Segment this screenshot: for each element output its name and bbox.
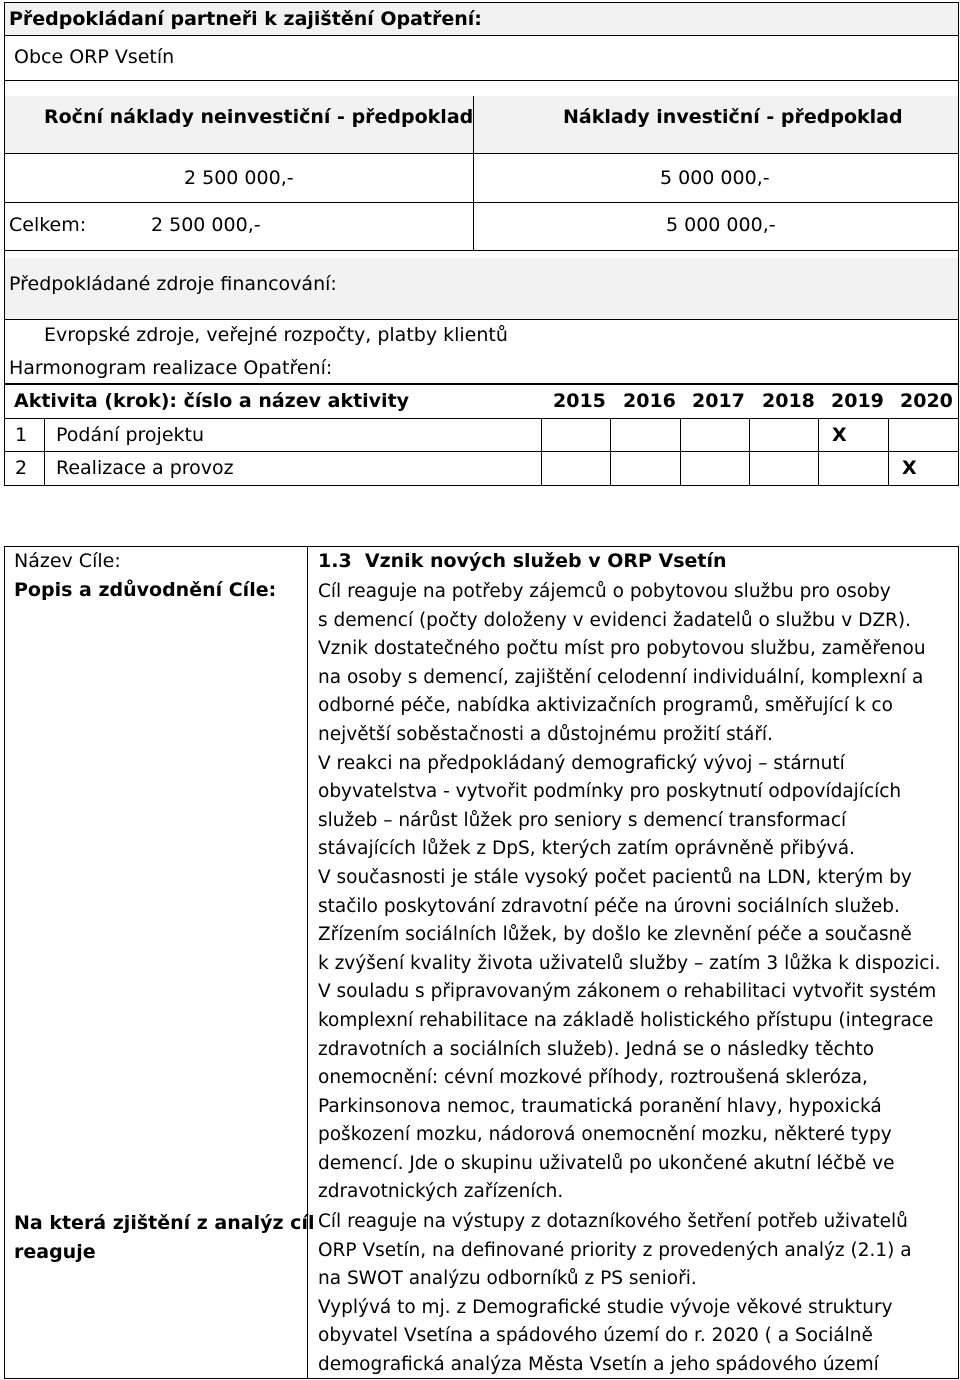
border (4, 546, 959, 547)
border (888, 418, 889, 485)
year-2015: 2015 (553, 390, 606, 412)
border (44, 418, 45, 485)
noninvest-cost-label: Roční náklady neinvestiční - předpoklad (44, 106, 474, 128)
activity-name: Podání projektu (56, 424, 205, 446)
border (4, 80, 959, 81)
border (818, 418, 819, 485)
total-invest-value: 5 000 000,- (666, 214, 776, 236)
border (958, 546, 959, 1379)
border (958, 384, 959, 486)
border (749, 418, 750, 485)
schedule-title: Harmonogram realizace Opatření: (9, 357, 333, 379)
invest-cost-label: Náklady investiční - předpoklad (563, 106, 903, 128)
goal-description-text: Cíl reaguje na potřeby zájemců o pobytovou službu pro osoby s demencí (počty doloženy v evidenci žadatelů o službu v DZR). Vznik dostatečného počtu míst pro pobytovou službu, zaměřenou na osoby s demencí, zajištění celodenní individuální, komplexní a odborné péče, nabídka aktivizačních programů, směřující k co největší soběstačnosti a důstojnému prožití stáří. V reakci na předpokládaný demografický vývoj – stárnutí obyvatelstva - vytvořit podmínky pro poskytnutí odpovídajících služeb – nárůst lůžek pro seniory s demencí transformací stávajících lůžek z DpS, kterých zatím oprávněně přibývá. V současnosti je stále vysoký počet pacientů na LDN, kterým by stačilo poskytování zdravotní péče na úrovni sociálních služeb. Zřízením sociálních lůžek, by došlo ke zlevnění péče a současně k zvýšení kvality života uživatelů služby – zatím 3 lůžka k dispozici. V souladu s připravovaným zákonem o rehabilitaci vytvořit systém komplexní rehabilitace na základě holistického přístupu (integrace zdravotních a sociálních služeb). Jedná se o následky těchto onemocnění: cévní mozkové příhody, roztroušená skleróza, Parkinsonova nemoc, traumatická poranění hlavy, hypoxická poškození mozku, nádorová onemocnění mozku, některé typy demencí. Jde o skupinu uživatelů po ukončené akutní léčbě ve zdravotnických zařízeních. (318, 581, 941, 1203)
border (610, 418, 611, 485)
border (4, 2, 959, 3)
border (4, 319, 959, 320)
goal-name-value: 1.3 Vznik nových služeb v ORP Vsetín (318, 550, 727, 572)
border (4, 485, 959, 486)
year-2017: 2017 (692, 390, 745, 412)
findings-label: Na která zjištění z analýz cíl reaguje (14, 1212, 315, 1263)
activity-name: Realizace a provoz (56, 457, 234, 479)
activity-mark: X (902, 457, 917, 479)
border (4, 2, 5, 384)
year-2019: 2019 (831, 390, 884, 412)
border (4, 35, 959, 36)
year-2020: 2020 (900, 390, 953, 412)
border (541, 418, 542, 485)
border (4, 546, 5, 1379)
border (958, 2, 959, 384)
activity-mark: X (832, 424, 847, 446)
border (4, 451, 959, 452)
funding-value: Evropské zdroje, veřejné rozpočty, platby klientů (44, 324, 508, 346)
border (4, 250, 959, 251)
goal-name-label: Název Cíle: (14, 550, 121, 572)
partners-label: Předpokládaní partneři k zajištění Opatření: (9, 8, 482, 30)
border (4, 383, 959, 385)
year-2018: 2018 (762, 390, 815, 412)
activity-number: 2 (15, 457, 28, 479)
activity-header: Aktivita (krok): číslo a název aktivity (14, 390, 410, 412)
noninvest-cost-value: 2 500 000,- (184, 167, 294, 189)
invest-cost-value: 5 000 000,- (660, 167, 770, 189)
border (4, 202, 959, 203)
goal-description-label: Popis a zdůvodnění Cíle: (14, 579, 277, 601)
total-label: Celkem: (9, 214, 87, 236)
total-noninvest-value: 2 500 000,- (151, 214, 261, 236)
findings-text: Cíl reaguje na výstupy z dotazníkového šetření potřeb uživatelů ORP Vsetín, na definované priority z provedených analýz (2.1) a na SWOT analýzu odborníků z PS senioři. Vyplývá to mj. z Demografické studie vývoje věkové struktury obyvatel Vsetína a spádového území do r. 2020 ( a Sociálně demografická analýza Města Vsetín a jeho spádového území (318, 1211, 912, 1375)
border (4, 384, 5, 486)
year-2016: 2016 (623, 390, 676, 412)
border (4, 153, 959, 154)
partners-value: Obce ORP Vsetín (14, 46, 175, 68)
border (4, 418, 959, 419)
activity-number: 1 (15, 424, 28, 446)
border (680, 418, 681, 485)
funding-label: Předpokládané zdroje financování: (9, 273, 337, 295)
